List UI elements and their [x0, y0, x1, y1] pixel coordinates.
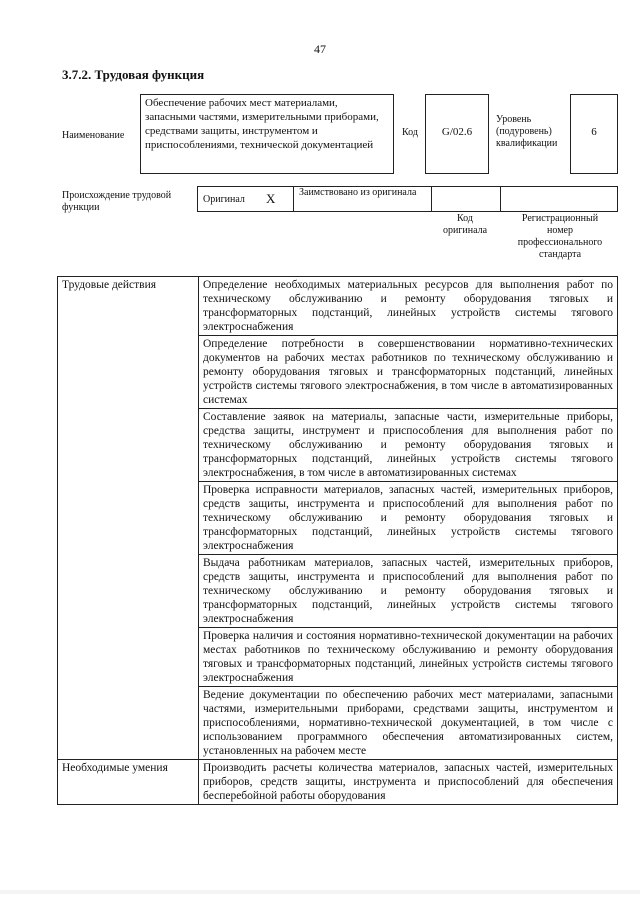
registration-number-caption: Регистрационный номер профессионального стандарта — [517, 213, 603, 260]
page-number: 47 — [314, 42, 326, 56]
list-item: Выдача работникам материалов, запасных частей, измерительных приборов, средств защиты, инструмента и приспособлений для выполнения работ по техническому обслуживанию и ремонту оборудования тяговых и трансформаторных подстанций, линейных устройств системы тягового электроснабжения — [199, 555, 618, 628]
origin-divider-2 — [431, 186, 432, 212]
function-name-box — [140, 94, 394, 174]
origin-divider-3 — [500, 186, 501, 212]
origin-divider-1 — [293, 186, 294, 212]
list-item: Определение необходимых материальных ресурсов для выполнения работ по техническому обслуживанию и ремонту оборудования тяговых и трансформаторных подстанций, линейных устройств системы тягового электроснабжения — [199, 277, 618, 336]
code-box — [425, 94, 489, 174]
labor-function-table — [57, 276, 618, 805]
original-label: Оригинал — [203, 194, 245, 205]
table-row-actions — [58, 277, 618, 336]
table-row-skills — [58, 760, 618, 805]
level-label: Уровень (подуровень) квалификации — [496, 114, 558, 149]
origin-label: Происхождение трудовой функции — [62, 190, 172, 213]
code-value: G/02.6 — [441, 126, 473, 138]
page-bottom-edge — [0, 890, 640, 894]
list-item: Производить расчеты количества материалов, запасных частей, измерительных приборов, средств защиты, инструмента и приспособлений для обеспечения бесперебойной работы оборудования — [199, 760, 618, 805]
name-label: Наименование — [62, 130, 125, 141]
function-name-value: Обеспечение рабочих мест материалами, запасными частями, измерительными приборами, средствами защиты, инструментом и приспособлениями, технической документацией — [145, 97, 379, 151]
original-code-caption: Код оригинала — [442, 213, 488, 236]
code-label: Код — [402, 127, 418, 138]
list-item: Определение потребности в совершенствовании нормативно-технических документов на рабочих местах работников по техническому обслуживанию и ремонту оборудования тяговых и трансформаторных подстанций, линейных устройств системы тягового электроснабжения, в том числе в автоматизированных системах — [199, 336, 618, 409]
level-value: 6 — [591, 126, 597, 138]
row-heading-actions: Трудовые действия — [58, 277, 199, 760]
list-item: Ведение документации по обеспечению рабочих мест материалами, запасными частями, измерительными приборами, средствами защиты, инструментом и приспособлениями, нормативно-технической документацией, в том числе с использованием программного обеспечения автоматизированных систем, установленных на рабочем месте — [199, 687, 618, 760]
original-mark: X — [266, 191, 276, 206]
level-box — [570, 94, 618, 174]
list-item: Проверка наличия и состояния нормативно-технической документации на рабочих местах работников по техническому обслуживанию и ремонту оборудования тяговых и трансформаторных подстанций, линейных устройств системы тягового электроснабжения — [199, 628, 618, 687]
section-title: 3.7.2. Трудовая функция — [62, 67, 205, 82]
list-item: Составление заявок на материалы, запасные части, измерительные приборы, средства защиты, инструмент и приспособления для выполнения работ по техническому обслуживанию и ремонту оборудования тяговых и трансформаторных подстанций, линейных устройств системы тягового электроснабжения, в том числе в автоматизированных системах — [199, 409, 618, 482]
row-heading-skills: Необходимые умения — [58, 760, 199, 805]
borrowed-label: Заимствовано из оригинала — [299, 187, 417, 198]
list-item: Проверка исправности материалов, запасных частей, измерительных приборов, средств защиты, инструмента и приспособлений для выполнения работ по техническому обслуживанию и ремонту оборудования тяговых и трансформаторных подстанций, линейных устройств системы тягового электроснабжения — [199, 482, 618, 555]
